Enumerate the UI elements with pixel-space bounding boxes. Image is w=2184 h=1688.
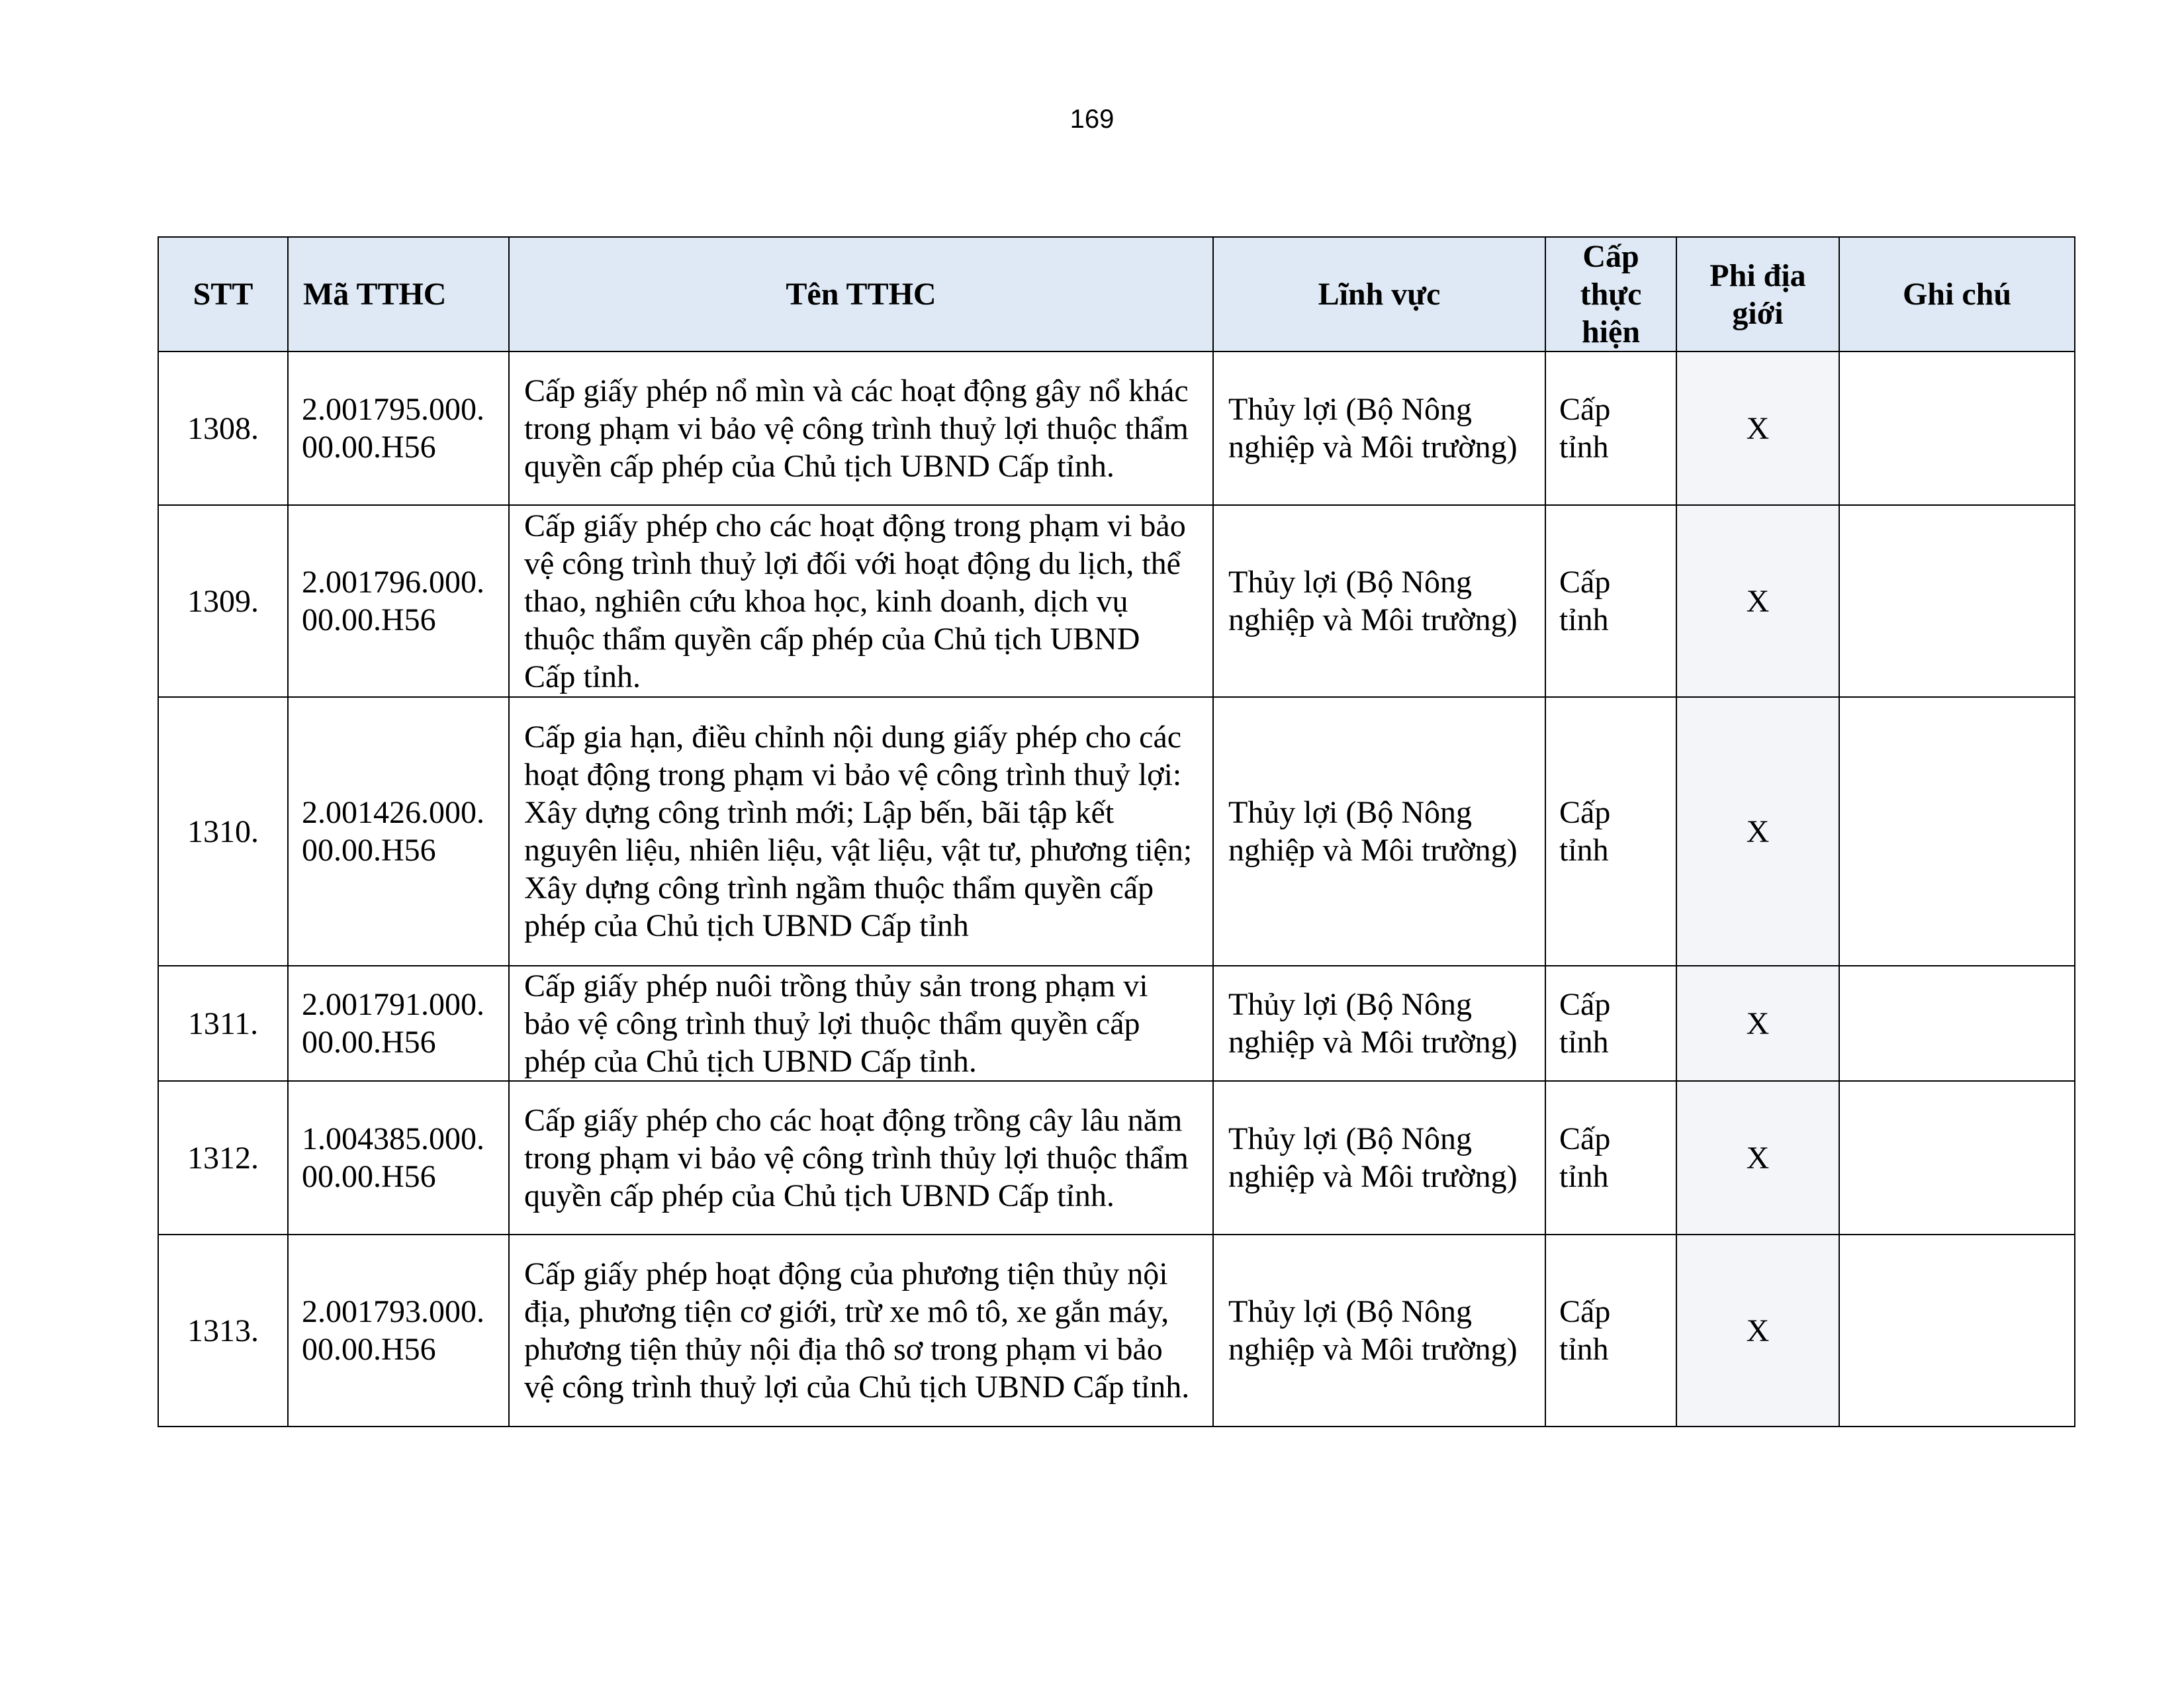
header-cap-thuc-hien: Cấp thực hiện (1545, 237, 1676, 352)
cell-phi-dia-gioi: X (1676, 505, 1839, 697)
page-number: 169 (1069, 105, 1115, 134)
cell-stt: 1312. (158, 1081, 288, 1235)
table-row (158, 352, 2075, 505)
cell-phi-dia-gioi: X (1676, 1235, 1839, 1427)
cell-linh-vuc: Thủy lợi (Bộ Nông nghiệp và Môi trường) (1213, 505, 1545, 697)
table-header-row (158, 237, 2075, 352)
header-linh-vuc: Lĩnh vực (1213, 237, 1545, 352)
cell-cap-thuc-hien: Cấp tỉnh (1545, 697, 1676, 966)
cell-ten-tthc: Cấp gia hạn, điều chỉnh nội dung giấy phép cho các hoạt động trong phạm vi bảo vệ công trình thuỷ lợi: Xây dựng công trình mới; Lập bến, bãi tập kết nguyên liệu, nhiên liệu, vật liệu, vật tư, phương tiện; Xây dựng công trình ngầm thuộc thẩm quyền cấp phép của Chủ tịch UBND Cấp tỉnh (509, 697, 1213, 966)
table-row (158, 1081, 2075, 1235)
procedures-table (158, 236, 2075, 1427)
cell-ghi-chu (1839, 352, 2075, 505)
cell-ghi-chu (1839, 1081, 2075, 1235)
table-row (158, 505, 2075, 697)
cell-ghi-chu (1839, 1235, 2075, 1427)
cell-cap-thuc-hien: Cấp tỉnh (1545, 505, 1676, 697)
table-row (158, 966, 2075, 1081)
cell-cap-thuc-hien: Cấp tỉnh (1545, 1081, 1676, 1235)
cell-phi-dia-gioi: X (1676, 352, 1839, 505)
cell-ma-tthc: 1.004385.000. 00.00.H56 (288, 1081, 509, 1235)
cell-stt: 1310. (158, 697, 288, 966)
cell-ghi-chu (1839, 505, 2075, 697)
table-row (158, 1235, 2075, 1427)
cell-ten-tthc: Cấp giấy phép cho các hoạt động trong phạm vi bảo vệ công trình thuỷ lợi đối với hoạt động du lịch, thể thao, nghiên cứu khoa học, kinh doanh, dịch vụ thuộc thẩm quyền cấp phép của Chủ tịch UBND Cấp tỉnh. (509, 505, 1213, 697)
cell-ten-tthc: Cấp giấy phép nổ mìn và các hoạt động gây nổ khác trong phạm vi bảo vệ công trình thuỷ lợi thuộc thẩm quyền cấp phép của Chủ tịch UBND Cấp tỉnh. (509, 352, 1213, 505)
cell-ma-tthc: 2.001795.000. 00.00.H56 (288, 352, 509, 505)
cell-cap-thuc-hien: Cấp tỉnh (1545, 1235, 1676, 1427)
cell-linh-vuc: Thủy lợi (Bộ Nông nghiệp và Môi trường) (1213, 352, 1545, 505)
header-phi-dia-gioi: Phi địa giới (1676, 237, 1839, 352)
header-ten-tthc: Tên TTHC (509, 237, 1213, 352)
cell-linh-vuc: Thủy lợi (Bộ Nông nghiệp và Môi trường) (1213, 1081, 1545, 1235)
cell-ten-tthc: Cấp giấy phép hoạt động của phương tiện thủy nội địa, phương tiện cơ giới, trừ xe mô tô, xe gắn máy, phương tiện thủy nội địa thô sơ trong phạm vi bảo vệ công trình thuỷ lợi của Chủ tịch UBND Cấp tỉnh. (509, 1235, 1213, 1427)
header-stt: STT (158, 237, 288, 352)
cell-cap-thuc-hien: Cấp tỉnh (1545, 966, 1676, 1081)
header-ghi-chu: Ghi chú (1839, 237, 2075, 352)
header-ma-tthc: Mã TTHC (288, 237, 509, 352)
cell-ten-tthc: Cấp giấy phép nuôi trồng thủy sản trong phạm vi bảo vệ công trình thuỷ lợi thuộc thẩm quyền cấp phép của Chủ tịch UBND Cấp tỉnh. (509, 966, 1213, 1081)
cell-stt: 1309. (158, 505, 288, 697)
cell-ma-tthc: 2.001793.000. 00.00.H56 (288, 1235, 509, 1427)
cell-ghi-chu (1839, 966, 2075, 1081)
cell-cap-thuc-hien: Cấp tỉnh (1545, 352, 1676, 505)
cell-stt: 1311. (158, 966, 288, 1081)
table-row (158, 697, 2075, 966)
cell-stt: 1308. (158, 352, 288, 505)
cell-linh-vuc: Thủy lợi (Bộ Nông nghiệp và Môi trường) (1213, 697, 1545, 966)
cell-ma-tthc: 2.001426.000. 00.00.H56 (288, 697, 509, 966)
cell-linh-vuc: Thủy lợi (Bộ Nông nghiệp và Môi trường) (1213, 1235, 1545, 1427)
cell-ghi-chu (1839, 697, 2075, 966)
cell-phi-dia-gioi: X (1676, 1081, 1839, 1235)
cell-linh-vuc: Thủy lợi (Bộ Nông nghiệp và Môi trường) (1213, 966, 1545, 1081)
cell-phi-dia-gioi: X (1676, 966, 1839, 1081)
cell-ma-tthc: 2.001791.000. 00.00.H56 (288, 966, 509, 1081)
cell-phi-dia-gioi: X (1676, 697, 1839, 966)
cell-ma-tthc: 2.001796.000. 00.00.H56 (288, 505, 509, 697)
cell-stt: 1313. (158, 1235, 288, 1427)
cell-ten-tthc: Cấp giấy phép cho các hoạt động trồng cây lâu năm trong phạm vi bảo vệ công trình thủy lợi thuộc thẩm quyền cấp phép của Chủ tịch UBND Cấp tỉnh. (509, 1081, 1213, 1235)
